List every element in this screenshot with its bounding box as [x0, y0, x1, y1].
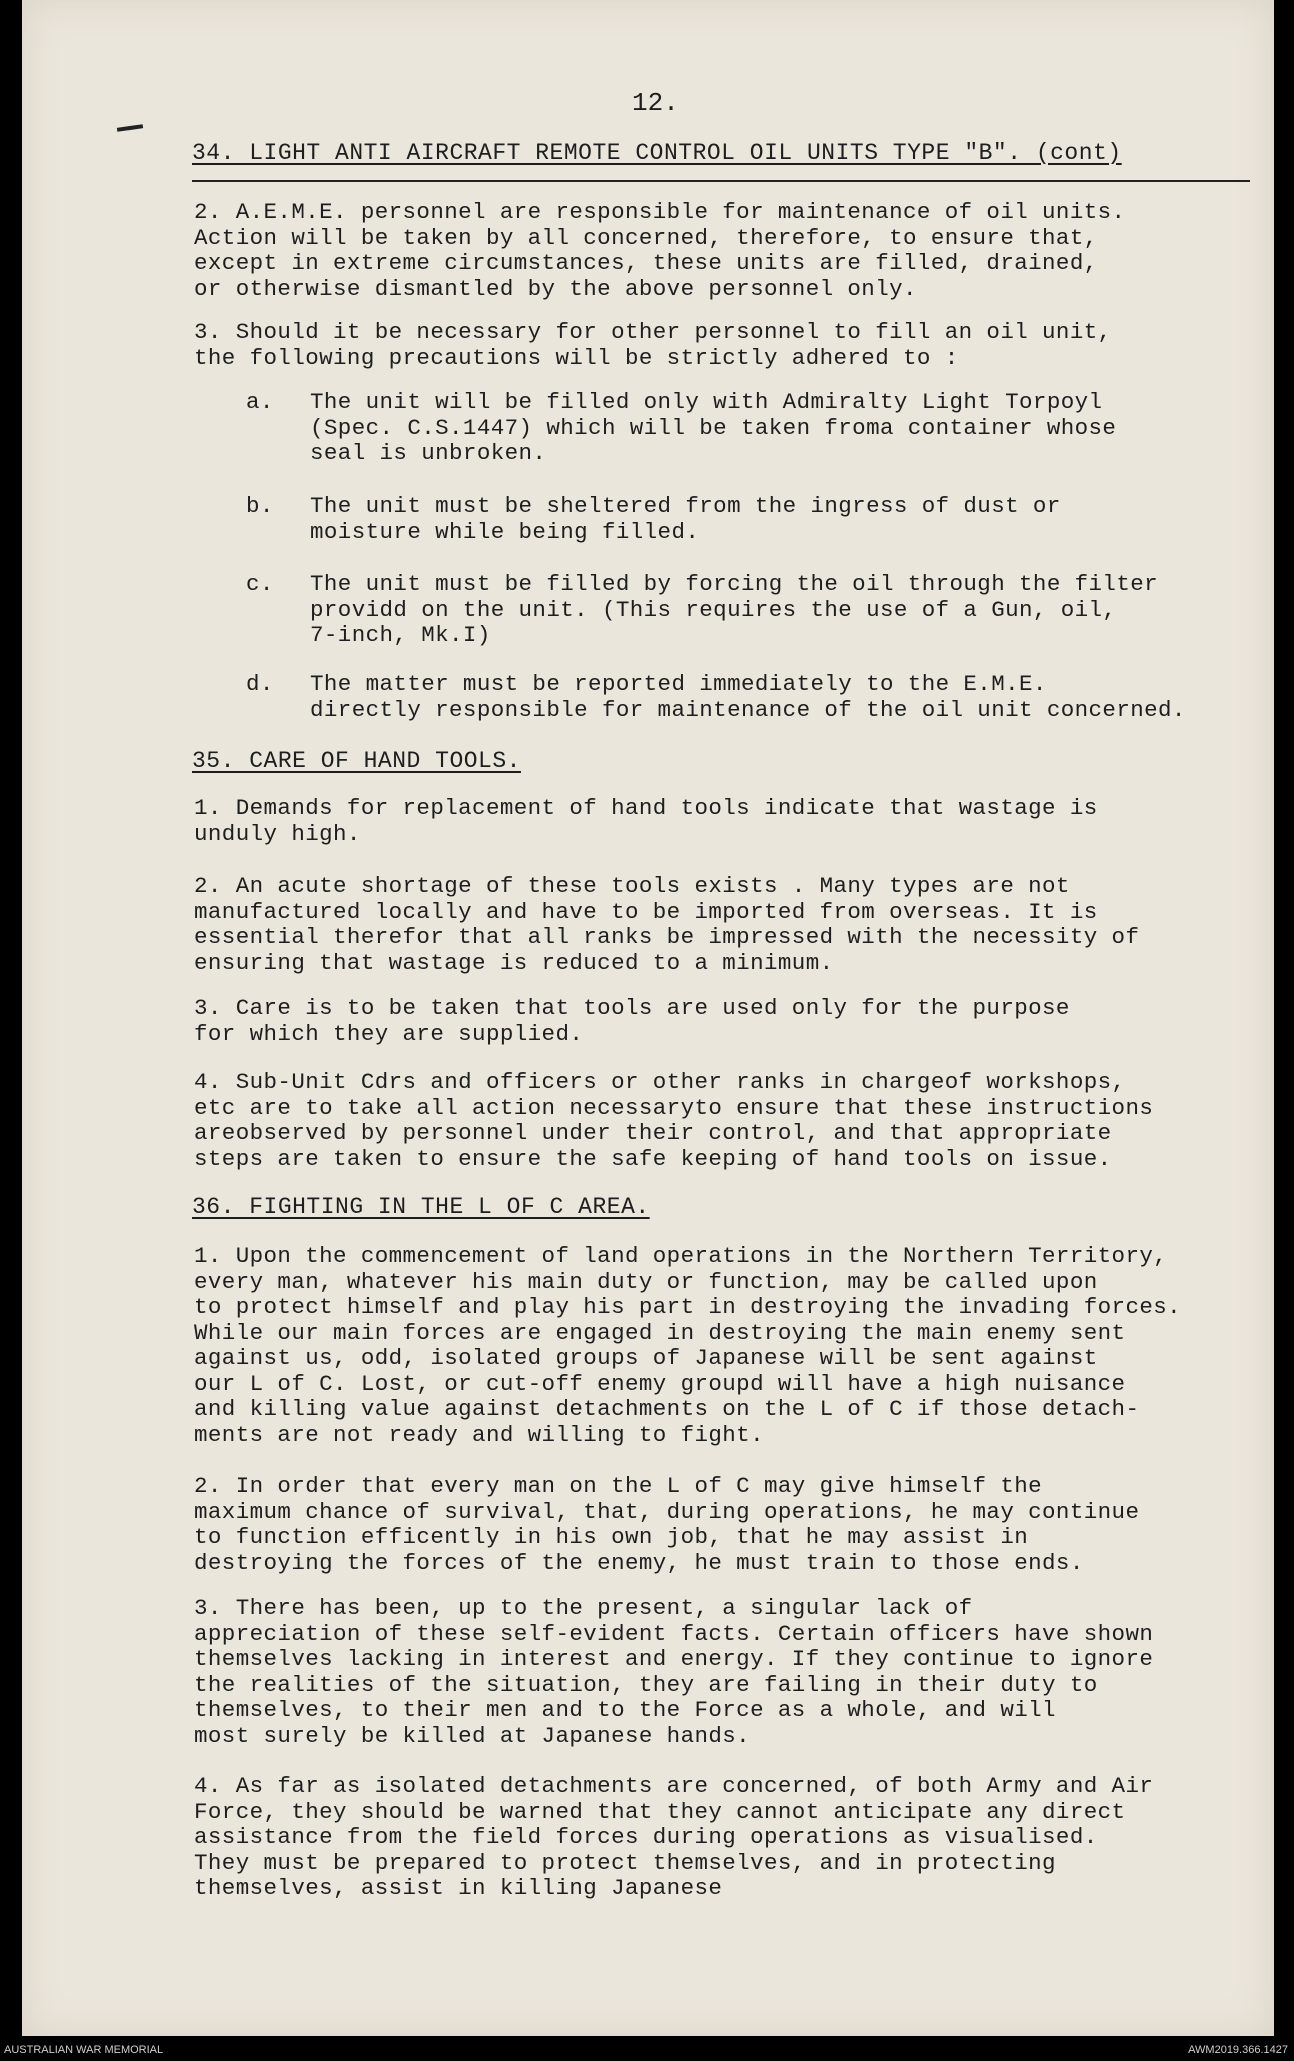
item-c-text: The unit must be filled by forcing the oil through the filter providd on the unit. (This requires the use of a Gun, oil, 7-inch, Mk.I): [310, 571, 1159, 648]
item-b-text: The unit must be sheltered from the ingress of dust or moisture while being filled.: [310, 493, 1061, 545]
section-35-para-4: 4. Sub-Unit Cdrs and officers or other ranks in chargeof workshops, etc are to take all action necessaryto ensure that these instructions areobserved by personnel under their control, and that appropriate steps are taken to ensure the safe keeping of hand tools on issue.: [194, 1069, 1154, 1172]
section-34-rule: [192, 180, 1250, 182]
item-a-letter: a.: [246, 389, 274, 415]
section-34-heading: 34. LIGHT ANTI AIRCRAFT REMOTE CONTROL OIL UNITS TYPE "B". (cont): [192, 140, 1122, 166]
section-36-para-3: 3. There has been, up to the present, a singular lack of appreciation of these self-evident facts. Certain officers have shown themselves lacking in interest and energy. If they continue to ignore the realities of the situation, they are failing in their duty to themselves, to their men and to the Force as a whole, and will most surely be killed at Japanese hands.: [194, 1595, 1154, 1749]
section-36-para-1: 1. Upon the commencement of land operations in the Northern Territory, every man, whatever his main duty or function, may be called upon to protect himself and play his part in destroying the invading forces. While our main forces are engaged in destroying the main enemy sent against us, odd, isolated groups of Japanese will be sent against our L of C. Lost, or cut-off enemy groupd will have a high nuisance and killing value against detachments on the L of C if those detach- ments are not ready and willing to fight.: [194, 1243, 1182, 1448]
section-35-para-2: 2. An acute shortage of these tools exists . Many types are not manufactured locally and have to be imported from overseas. It is essential therefor that all ranks be impressed with the necessity of ensuring that wastage is reduced to a minimum.: [194, 873, 1140, 976]
section-36-para-4: 4. As far as isolated detachments are concerned, of both Army and Air Force, they should be warned that they cannot anticipate any direct assistance from the field forces during operations as visualised. They must be prepared to protect themselves, and in protecting themselves, assist in killing Japanese: [194, 1773, 1154, 1901]
document-page: [22, 0, 1274, 2036]
section-35-heading: 35. CARE OF HAND TOOLS.: [192, 748, 521, 774]
footer-source: AUSTRALIAN WAR MEMORIAL: [4, 2044, 164, 2056]
page-number: 12.: [632, 88, 679, 118]
section-36-heading: 36. FIGHTING IN THE L OF C AREA.: [192, 1194, 650, 1220]
item-b-letter: b.: [246, 493, 274, 519]
footer-reference: AWM2019.366.1427: [1188, 2044, 1288, 2056]
section-36-para-2: 2. In order that every man on the L of C may give himself the maximum chance of survival, that, during operations, he may continue to function efficently in his own job, that he may assist in destroying the forces of the enemy, he must train to those ends.: [194, 1473, 1140, 1576]
margin-mark: [117, 124, 143, 132]
section-35-para-1: 1. Demands for replacement of hand tools indicate that wastage is unduly high.: [194, 795, 1098, 847]
section-34-para-2: 2. A.E.M.E. personnel are responsible for maintenance of oil units. Action will be taken by all concerned, therefore, to ensure that, except in extreme circumstances, these units are filled, drained, or otherwise dismantled by the above personnel only.: [194, 199, 1126, 302]
item-a-text: The unit will be filled only with Admiralty Light Torpoyl (Spec. C.S.1447) which will be taken froma container whose seal is unbroken.: [310, 389, 1117, 466]
item-c-letter: c.: [246, 571, 274, 597]
section-34-para-3: 3. Should it be necessary for other personnel to fill an oil unit, the following precautions will be strictly adhered to :: [194, 319, 1112, 371]
item-d-letter: d.: [246, 671, 274, 697]
item-d-text: The matter must be reported immediately to the E.M.E. directly responsible for maintenance of the oil unit concerned.: [310, 671, 1186, 723]
section-35-para-3: 3. Care is to be taken that tools are used only for the purpose for which they are supplied.: [194, 995, 1070, 1047]
